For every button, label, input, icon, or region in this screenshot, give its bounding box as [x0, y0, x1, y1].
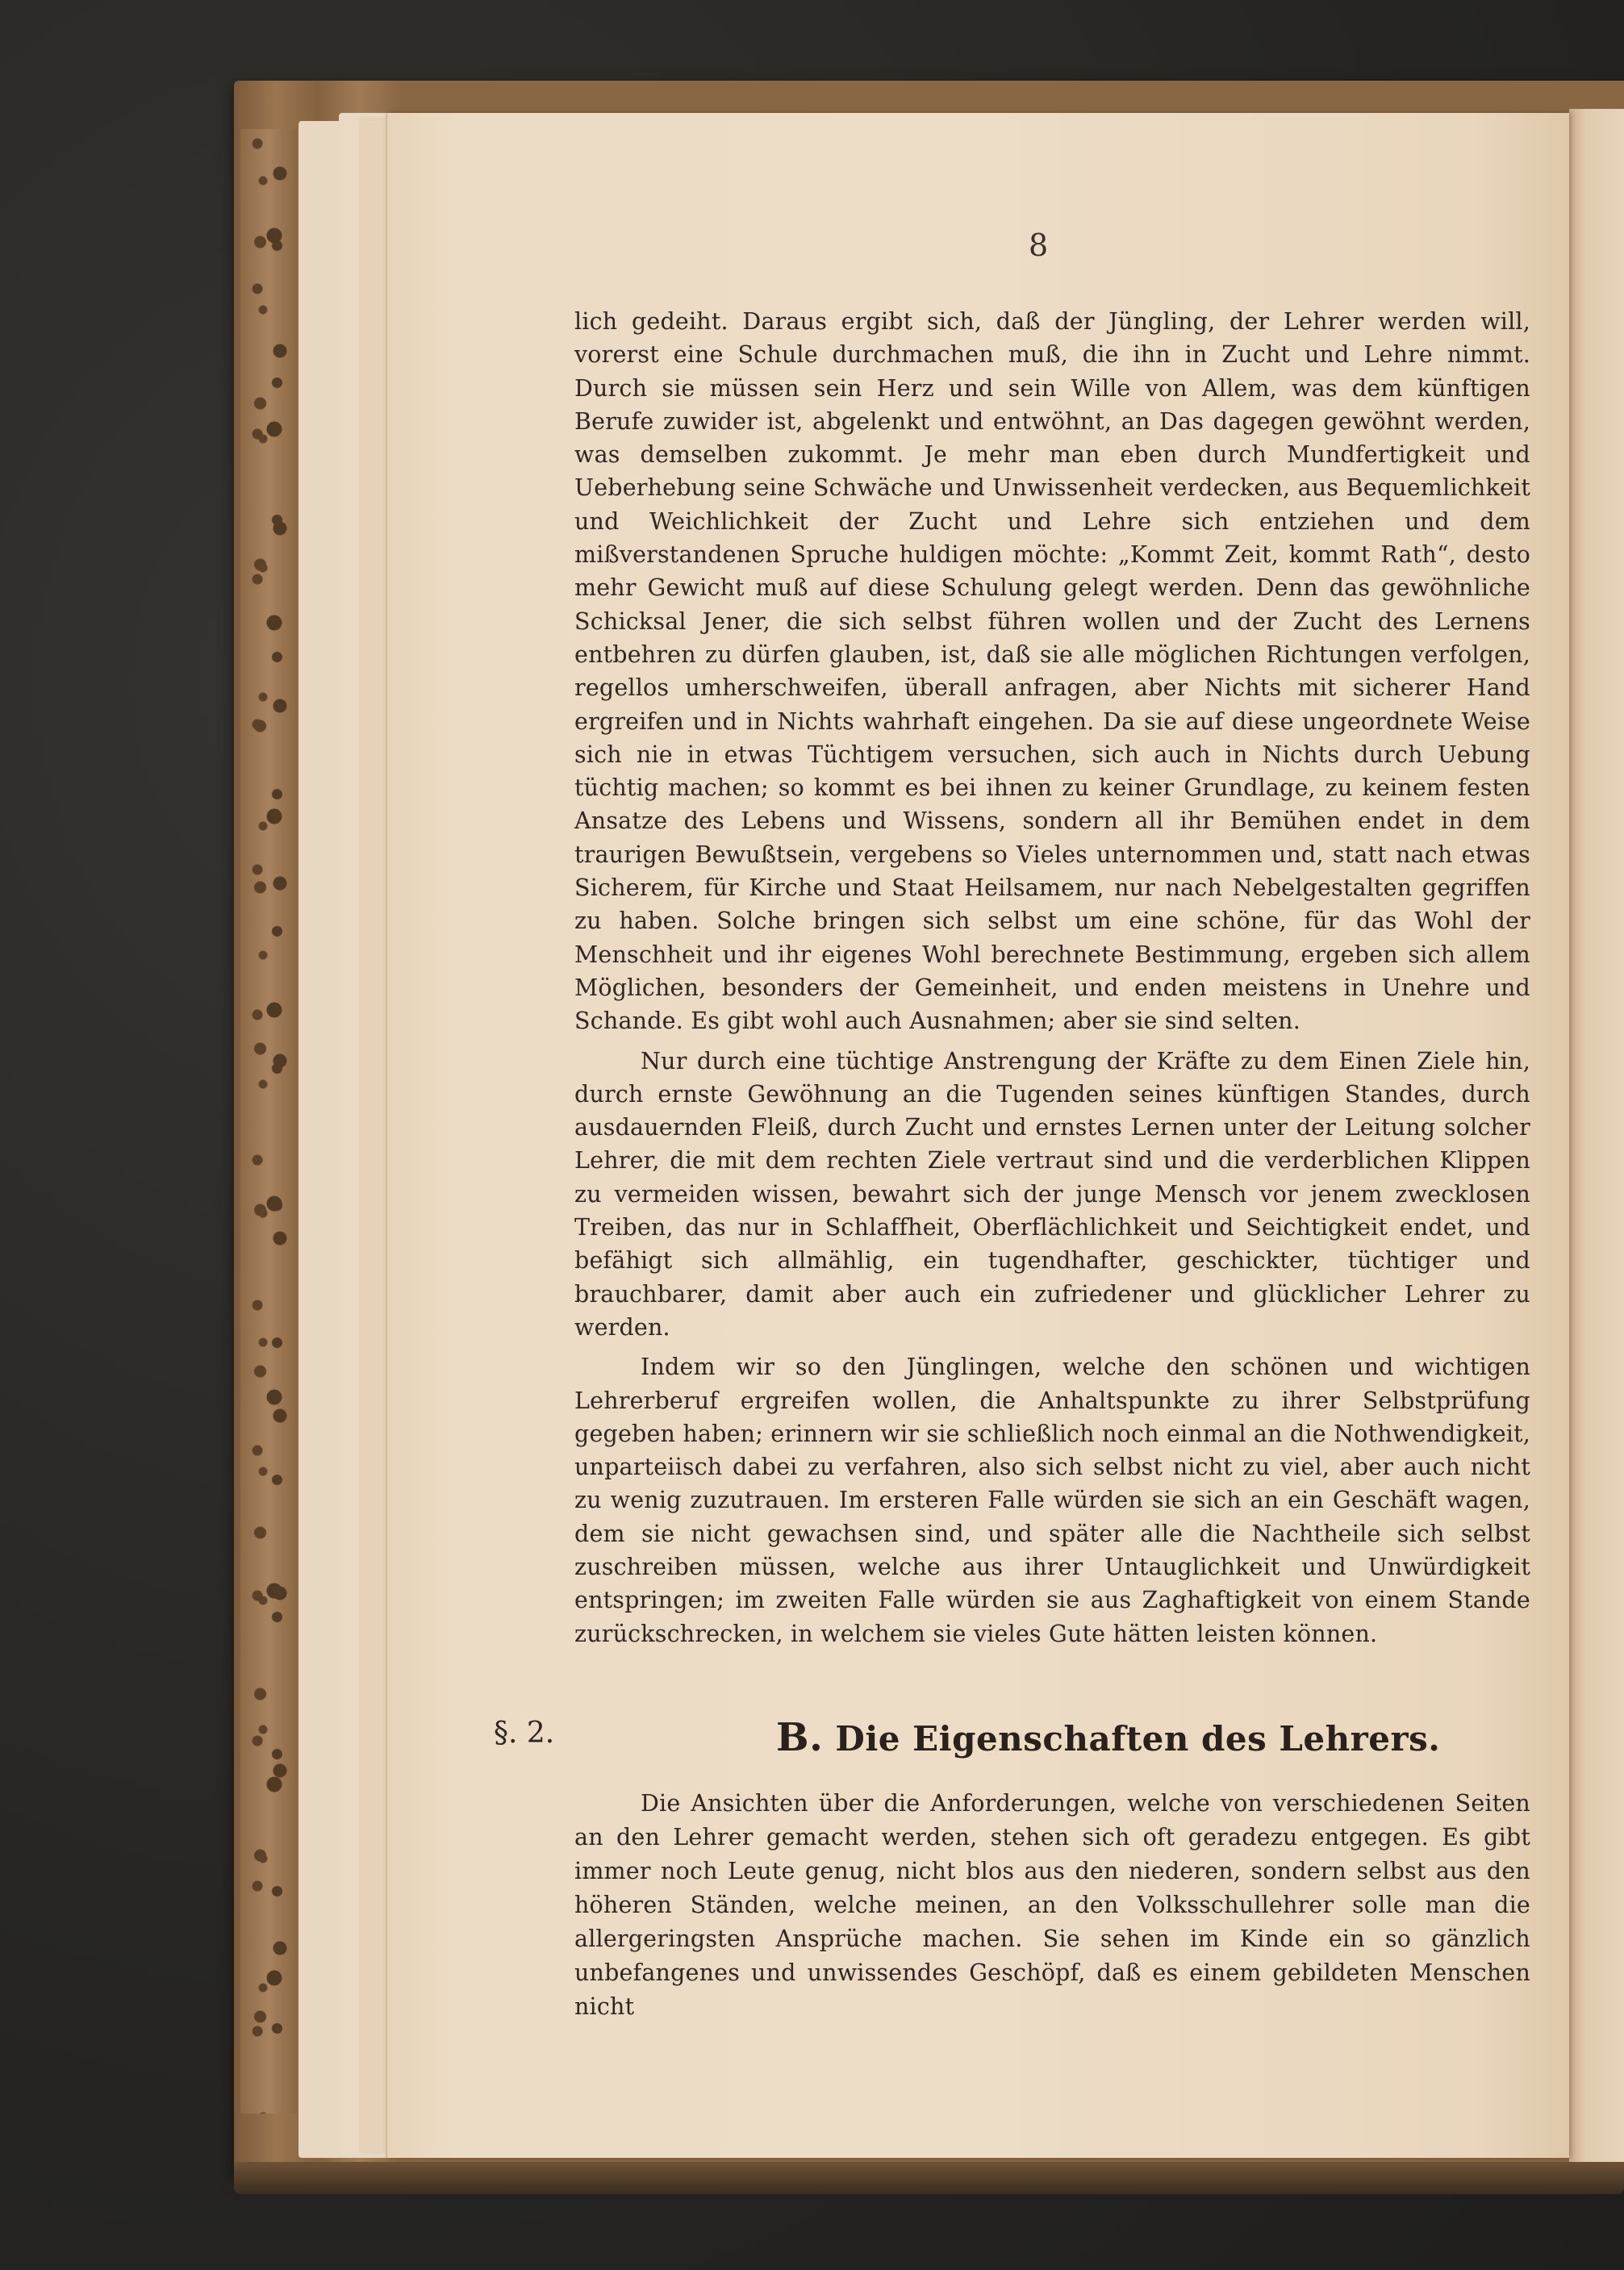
- facing-page-edge: [1569, 109, 1624, 2162]
- section-letter: B.: [776, 1715, 824, 1760]
- paragraph-2: Nur durch eine tüchtige Anstrengung der Kräfte zu dem Einen Ziele hin, durch ernste Gewöhnung an die Tugenden seines künftigen Standes, durch ausdauernden Fleiß, durch Zucht und ernstes Lernen unter der Leitung solcher Lehrer, die mit dem rechten Ziele vertraut sind und die verderblichen Klippen zu vermeiden wissen, bewahrt sich der junge Mensch vor jenem zwecklosen Treiben, das nur in Schlaffheit, Oberflächlichkeit und Seichtigkeit endet, und befähigt sich allmählig, ein tugendhafter, geschickter, tüchtiger und brauchbarer, damit aber auch ein zufriedener und glücklicher Lehrer zu werden.: [574, 1047, 1530, 1341]
- section-paragraph: Die Ansichten über die Anforderungen, welche von verschiedenen Seiten an den Lehrer gemacht werden, stehen sich oft geradezu entgegen. Es gibt immer noch Leute genug, nicht blos aus den niederen, sondern selbst aus den höheren Ständen, welche meinen, an den Volksschullehrer solle man die allergeringsten Ansprüche machen. Sie sehen im Kinde ein so gänzlich unbefangenes und unwissendes Geschöpf, daß es einem gebildeten Menschen nicht: [574, 1790, 1530, 2020]
- body-text: [574, 305, 1530, 1650]
- paragraph-3: Indem wir so den Jünglingen, welche den schönen und wichtigen Lehrerberuf ergreifen wollen, die Anhaltspunkte zu ihrer Selbstprüfung gegeben haben; erinnern wir sie schließlich noch einmal an die Nothwendigkeit, unparteiisch dabei zu verfahren, also sich selbst nicht zu viel, aber auch nicht zu wenig zuzutrauen. Im ersteren Falle würden sie sich an ein Geschäft wagen, dem sie nicht gewachsen sind, und später alle die Nachtheile sich selbst zuschreiben müssen, welche aus ihrer Untauglichkeit und Unwürdigkeit entspringen; im zweiten Falle würden sie aus Zaghaftigkeit von einem Stande zurückschrecken, in welchem sie vieles Gute hätten leisten können.: [574, 1354, 1530, 1647]
- paragraph-1: lich gedeiht. Daraus ergibt sich, daß der Jüngling, der Lehrer werden will, vorerst eine Schule durchmachen muß, die ihn in Zucht und Lehre nimmt. Durch sie müssen sein Herz und sein Wille von Allem, was dem künftigen Berufe zuwider ist, abgelenkt und entwöhnt, an Das dagegen gewöhnt werden, was demselben zukommt. Je mehr man eben durch Mundfertigkeit und Ueberhebung seine Schwäche und Unwissenheit verdecken, aus Bequemlichkeit und Weichlichkeit der Zucht und Lehre sich entziehen und dem mißverstandenen Spruche huldigen möchte: „Kommt Zeit, kommt Rath“, desto mehr Gewicht muß auf diese Schulung gelegt werden. Denn das gewöhnliche Schicksal Jener, die sich selbst führen wollen und der Zucht des Lernens entbehren zu dürfen glauben, ist, daß sie alle möglichen Richtungen verfolgen, regellos umherschweifen, überall anfragen, aber Nichts mit sicherer Hand ergreifen und in Nichts wahrhaft eingehen. Da sie auf diese ungeordnete Weise sich nie in etwas Tüchtigem versuchen, sich auch in Nichts durch Uebung tüchtig machen; so kommt es bei ihnen zu keiner Grundlage, zu keinem festen Ansatze des Lebens und Wissens, sondern all ihr Bemühen endet in dem traurigen Bewußtsein, vergebens so Vieles unternommen und, statt nach etwas Sicherem, für Kirche und Staat Heilsamem, nur nach Nebelgestalten gegriffen zu haben. Solche bringen sich selbst um eine schöne, für das Wohl der Menschheit und ihr eigenes Wohl berechnete Bestimmung, ergeben sich allem Möglichen, besonders der Gemeinheit, und enden meistens in Unehre und Schande. Es gibt wohl auch Ausnahmen; aber sie sind selten.: [574, 308, 1530, 1035]
- page-number: 8: [1029, 227, 1049, 263]
- book-bottom-edge: [234, 2162, 1624, 2194]
- section-title: Die Eigenschaften des Lehrers.: [835, 1719, 1441, 1759]
- section-number: §. 2.: [494, 1717, 555, 1750]
- section-heading: [776, 1715, 1440, 1760]
